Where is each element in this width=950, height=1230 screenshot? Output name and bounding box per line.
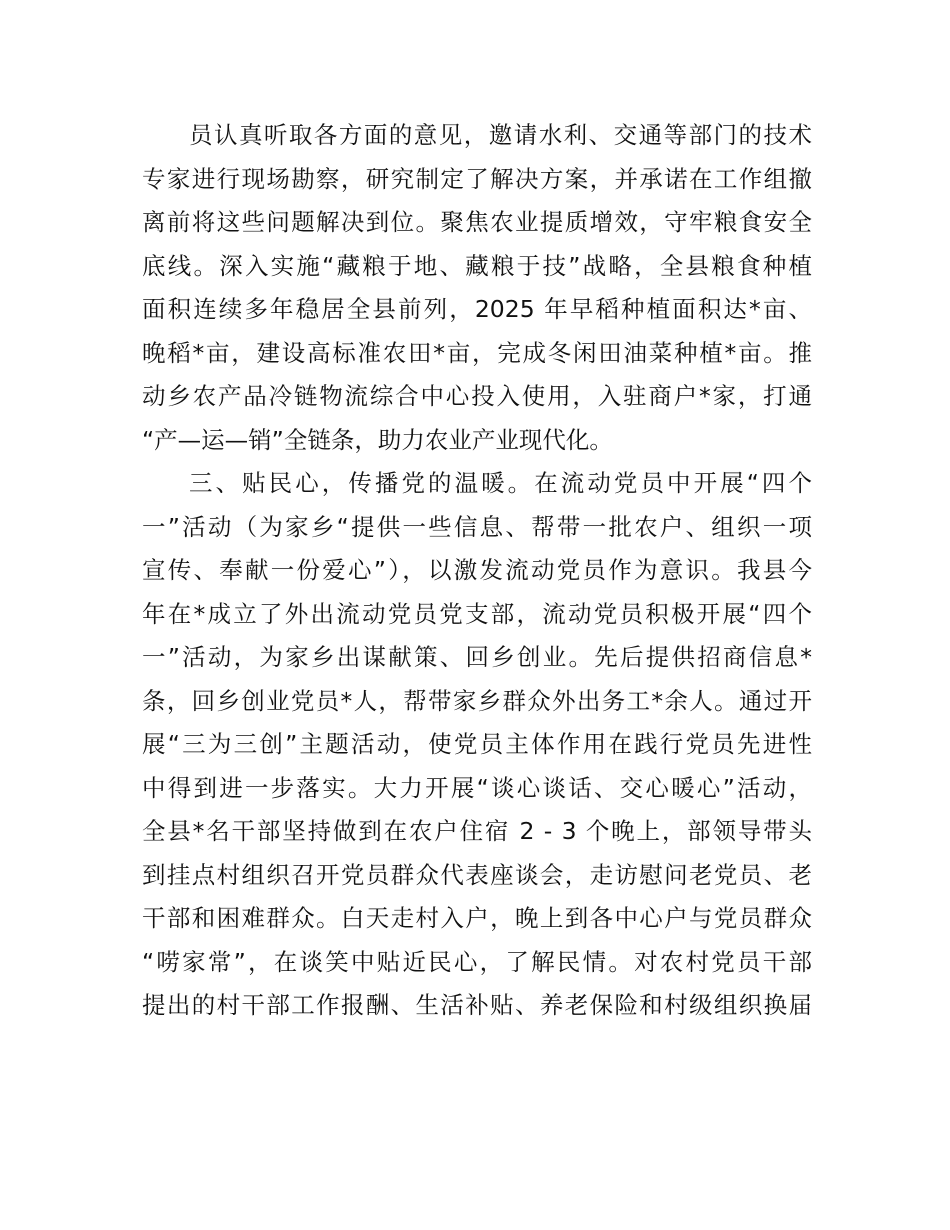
text-line: 条，回乡创业党员*人，帮带家乡群众外出务工*余人。通过开 bbox=[142, 686, 812, 715]
text-line: 底线。深入实施“藏粮于地、藏粮于技”战略，全县粮食种植 bbox=[142, 251, 812, 280]
text-line: “唠家常”，在谈笑中贴近民心，了解民情。对农村党员干部 bbox=[142, 947, 812, 976]
text-line: 晚稻*亩，建设高标准农田*亩，完成冬闲田油菜种植*亩。推 bbox=[142, 338, 812, 367]
text-line: 员认真听取各方面的意见，邀请水利、交通等部门的技术 bbox=[189, 121, 812, 149]
text-line: “产—运—销”全链条，助力农业产业现代化。 bbox=[142, 425, 613, 454]
text-line: 全县*名干部坚持做到在农户住宿 2 - 3 个晚上，部领导带头 bbox=[142, 817, 812, 845]
text-line: 提出的村干部工作报酬、生活补贴、养老保险和村级组织换届 bbox=[142, 991, 812, 1019]
text-line: 一”活动，为家乡出谋献策、回乡创业。先后提供招商信息* bbox=[142, 643, 812, 671]
text-line: 展“三为三创”主题活动，使党员主体作用在践行党员先进性 bbox=[142, 730, 812, 758]
text-line: 一”活动（为家乡“提供一些信息、帮带一批农户、组织一项 bbox=[142, 512, 812, 541]
text-line: 专家进行现场勘察，研究制定了解决方案，并承诺在工作组撤 bbox=[142, 164, 812, 193]
document-body bbox=[142, 114, 812, 1028]
text-line: 离前将这些问题解决到位。聚焦农业提质增效，守牢粮食安全 bbox=[142, 208, 812, 236]
text-line: 干部和困难群众。白天走村入户，晚上到各中心户与党员群众 bbox=[142, 904, 812, 932]
section-heading-line: 三、贴民心，传播党的温暖。在流动党员中开展“四个 bbox=[189, 469, 812, 497]
text-line: 动乡农产品冷链物流综合中心投入使用，入驻商户*家，打通 bbox=[142, 382, 812, 410]
paragraph-section-three bbox=[142, 462, 812, 1028]
paragraph-agriculture bbox=[142, 114, 812, 462]
text-line: 年在*成立了外出流动党员党支部，流动党员积极开展“四个 bbox=[142, 599, 812, 628]
text-line: 宣传、奉献一份爱心”），以激发流动党员作为意识。我县今 bbox=[142, 556, 812, 584]
text-line: 面积连续多年稳居全县前列，2025 年早稻种植面积达*亩、 bbox=[142, 295, 812, 323]
text-line: 中得到进一步落实。大力开展“谈心谈话、交心暖心”活动， bbox=[142, 773, 812, 802]
text-line: 到挂点村组织召开党员群众代表座谈会，走访慰问老党员、老 bbox=[142, 860, 812, 889]
